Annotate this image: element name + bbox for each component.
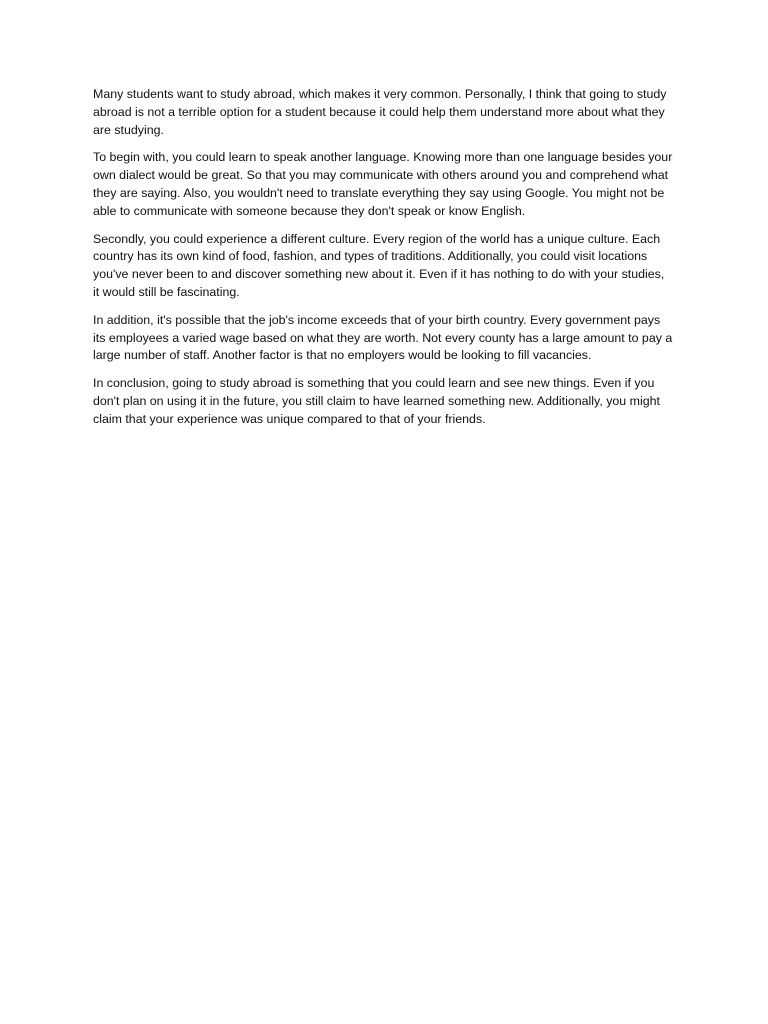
essay-body	[93, 86, 673, 439]
paragraph-language: To begin with, you could learn to speak another language. Knowing more than one language besides your own dialect would be great. So that you may communicate with others around you and comprehend what they are saying. Also, you wouldn't need to translate everything they say using Google. You might not be able to communicate with someone because they don't speak or know English.	[93, 150, 673, 218]
paragraph-conclusion: In conclusion, going to study abroad is something that you could learn and see new things. Even if you don't plan on using it in the future, you still claim to have learned something new. Additionally, you might claim that your experience was unique compared to that of your friends.	[93, 376, 660, 426]
paragraph-culture: Secondly, you could experience a different culture. Every region of the world has a unique culture. Each country has its own kind of food, fashion, and types of traditions. Additionally, you could visit locations you've never been to and discover something new about it. Even if it has nothing to do with your studies, it would still be fascinating.	[93, 231, 665, 299]
paragraph-intro: Many students want to study abroad, which makes it very common. Personally, I think that going to study abroad is not a terrible option for a student because it could help them understand more about what they are studying.	[93, 87, 667, 137]
paragraph-income: In addition, it's possible that the job's income exceeds that of your birth country. Every government pays its employees a varied wage based on what they are worth. Not every county has a large amount to pay a large number of staff. Another factor is that no employers would be looking to fill vacancies.	[93, 312, 673, 363]
